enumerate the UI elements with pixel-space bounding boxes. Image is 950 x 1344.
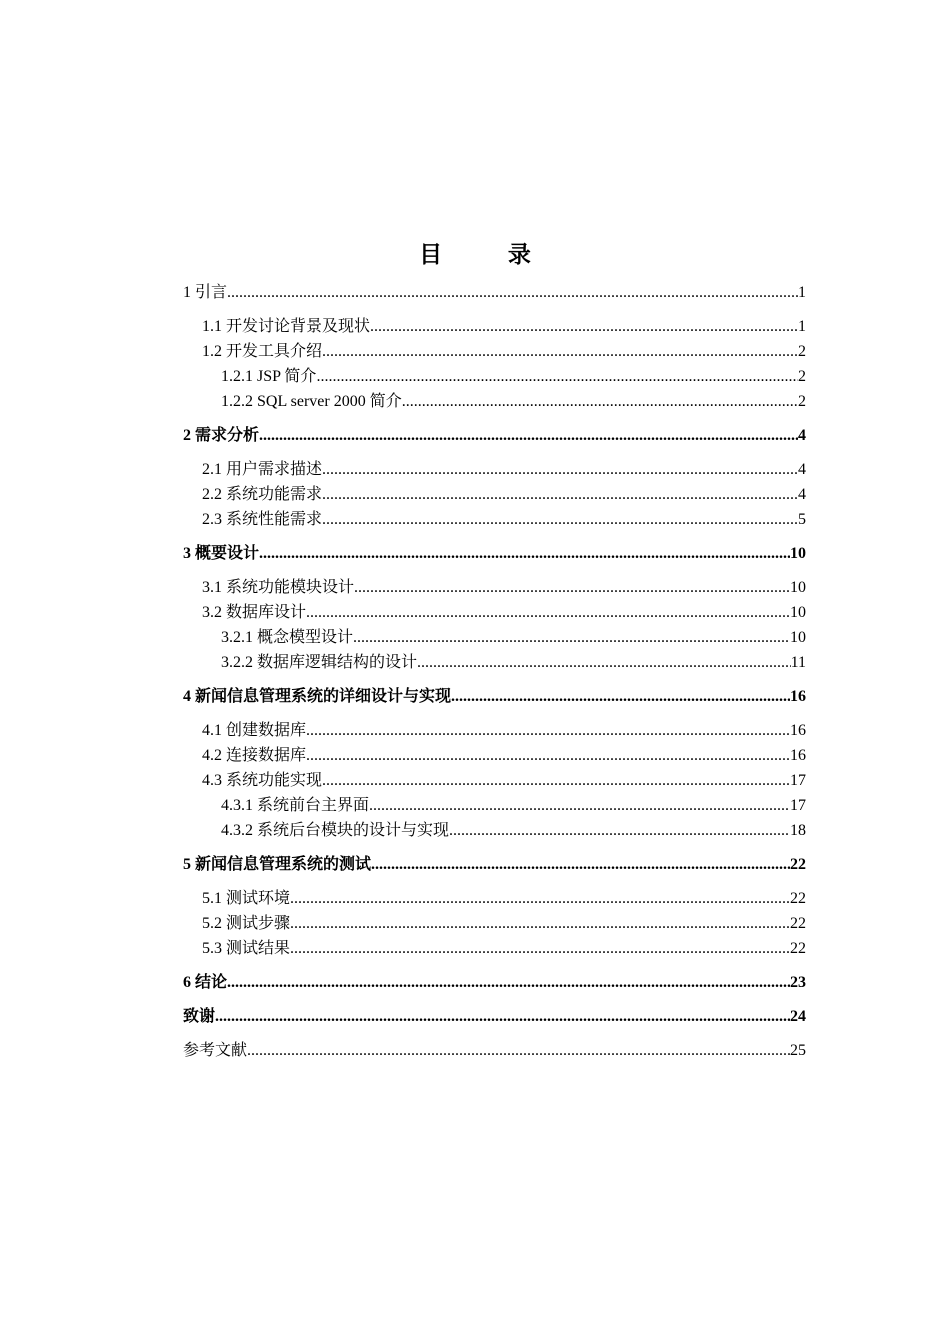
toc-page-number: 1 xyxy=(798,284,806,301)
toc-page-number: 23 xyxy=(790,974,806,991)
toc-leader-dots xyxy=(227,971,790,995)
toc-leader-dots xyxy=(354,576,790,600)
toc-entry-title: 4.2 连接数据库 xyxy=(202,747,307,764)
toc-leader-dots xyxy=(451,685,790,709)
toc-entry[interactable] xyxy=(183,719,806,743)
toc-leader-dots xyxy=(402,390,798,414)
toc-entry[interactable] xyxy=(183,1005,806,1029)
toc-entry-title: 3.2.2 数据库逻辑结构的设计 xyxy=(221,654,418,671)
toc-entry-title: 5 新闻信息管理系统的测试 xyxy=(183,856,372,873)
toc-entry[interactable] xyxy=(183,483,806,507)
toc-page-number: 22 xyxy=(790,915,806,932)
toc-entry[interactable] xyxy=(183,744,806,768)
toc-leader-dots xyxy=(290,887,790,911)
toc-entry[interactable] xyxy=(183,424,806,448)
toc-entry[interactable] xyxy=(183,542,806,566)
toc-entry[interactable] xyxy=(183,853,806,877)
toc-entry-title: 4.3.2 系统后台模块的设计与实现 xyxy=(221,822,450,839)
toc-entry[interactable] xyxy=(183,794,806,818)
toc-entry-title: 1.1 开发讨论背景及现状 xyxy=(202,318,371,335)
toc-page-number: 22 xyxy=(790,890,806,907)
toc-entry[interactable] xyxy=(183,281,806,305)
toc-leader-dots xyxy=(449,819,790,843)
toc-entry[interactable] xyxy=(183,601,806,625)
toc-leader-dots xyxy=(316,365,798,389)
toc-entry[interactable] xyxy=(183,937,806,961)
toc-page-number: 24 xyxy=(790,1008,806,1025)
toc-entry[interactable] xyxy=(183,508,806,532)
toc-leader-dots xyxy=(417,651,791,675)
toc-entry-title: 4.3.1 系统前台主界面 xyxy=(221,797,370,814)
toc-page-number: 10 xyxy=(790,579,806,596)
toc-page-number: 16 xyxy=(790,722,806,739)
toc-leader-dots xyxy=(306,601,790,625)
toc-entry-title: 3 概要设计 xyxy=(183,545,260,562)
toc-leader-dots xyxy=(259,424,798,448)
toc-entry-title: 1 引言 xyxy=(183,284,228,301)
toc-leader-dots xyxy=(259,542,790,566)
toc-entry[interactable] xyxy=(183,626,806,650)
toc-page-number: 2 xyxy=(798,393,806,410)
toc-page-number: 4 xyxy=(798,486,806,503)
toc-entry-title: 4.3 系统功能实现 xyxy=(202,772,323,789)
toc-page-number: 10 xyxy=(790,629,806,646)
toc-leader-dots xyxy=(322,340,798,364)
toc-page-number: 2 xyxy=(798,343,806,360)
toc-page-number: 22 xyxy=(790,856,806,873)
toc-leader-dots xyxy=(322,769,790,793)
toc-leader-dots xyxy=(322,508,798,532)
toc-page-number: 17 xyxy=(790,772,806,789)
toc-page-number: 1 xyxy=(798,318,806,335)
toc-entry[interactable] xyxy=(183,769,806,793)
toc-page-number: 11 xyxy=(790,654,806,671)
toc-entry[interactable] xyxy=(183,576,806,600)
toc-leader-dots xyxy=(353,626,790,650)
toc-leader-dots xyxy=(370,315,798,339)
toc-leader-dots xyxy=(306,719,790,743)
toc-page-number: 5 xyxy=(798,511,806,528)
toc-leader-dots xyxy=(322,458,798,482)
toc-leader-dots xyxy=(371,853,790,877)
toc-entry[interactable] xyxy=(183,651,806,675)
toc-entry[interactable] xyxy=(183,458,806,482)
toc-entry-title: 1.2.2 SQL server 2000 简介 xyxy=(221,393,402,410)
toc-entry-title: 3.1 系统功能模块设计 xyxy=(202,579,355,596)
toc-entry[interactable] xyxy=(183,912,806,936)
toc-entry-title: 5.2 测试步骤 xyxy=(202,915,291,932)
toc-leader-dots xyxy=(227,281,798,305)
toc-entry-title: 1.2.1 JSP 简介 xyxy=(221,368,317,385)
table-of-contents xyxy=(183,281,806,1063)
toc-entry-title: 6 结论 xyxy=(183,974,228,991)
toc-page-number: 22 xyxy=(790,940,806,957)
toc-entry[interactable] xyxy=(183,971,806,995)
toc-entry-title: 4.1 创建数据库 xyxy=(202,722,307,739)
toc-page-number: 10 xyxy=(790,604,806,621)
toc-leader-dots xyxy=(306,744,790,768)
toc-title: 目 录 xyxy=(419,242,561,267)
toc-entry-title: 1.2 开发工具介绍 xyxy=(202,343,323,360)
toc-entry-title: 致谢 xyxy=(183,1008,216,1025)
toc-entry[interactable] xyxy=(183,887,806,911)
toc-page-number: 16 xyxy=(790,747,806,764)
toc-entry-title: 2.1 用户需求描述 xyxy=(202,461,323,478)
toc-leader-dots xyxy=(247,1039,790,1063)
toc-entry-title: 4 新闻信息管理系统的详细设计与实现 xyxy=(183,688,452,705)
toc-entry-title: 参考文献 xyxy=(183,1042,248,1059)
toc-page-number: 17 xyxy=(790,797,806,814)
toc-entry-title: 2.3 系统性能需求 xyxy=(202,511,323,528)
toc-entry[interactable] xyxy=(183,315,806,339)
toc-entry-title: 3.2 数据库设计 xyxy=(202,604,307,621)
toc-leader-dots xyxy=(290,912,790,936)
toc-page-number: 2 xyxy=(798,368,806,385)
toc-page-number: 4 xyxy=(798,461,806,478)
toc-leader-dots xyxy=(322,483,798,507)
toc-leader-dots xyxy=(215,1005,790,1029)
toc-page-number: 10 xyxy=(790,545,806,562)
toc-entry-title: 5.1 测试环境 xyxy=(202,890,291,907)
toc-leader-dots xyxy=(369,794,790,818)
toc-page-number: 4 xyxy=(798,427,806,444)
toc-entry-title: 2.2 系统功能需求 xyxy=(202,486,323,503)
toc-entry[interactable] xyxy=(183,340,806,364)
toc-leader-dots xyxy=(290,937,790,961)
toc-page-number: 18 xyxy=(790,822,806,839)
toc-entry-title: 5.3 测试结果 xyxy=(202,940,291,957)
toc-entry[interactable] xyxy=(183,1039,806,1063)
toc-page-number: 25 xyxy=(790,1042,806,1059)
toc-entry-title: 2 需求分析 xyxy=(183,427,260,444)
toc-entry[interactable] xyxy=(183,390,806,414)
toc-entry[interactable] xyxy=(183,365,806,389)
toc-entry-title: 3.2.1 概念模型设计 xyxy=(221,629,354,646)
toc-entry[interactable] xyxy=(183,685,806,709)
toc-entry[interactable] xyxy=(183,819,806,843)
toc-page-number: 16 xyxy=(790,688,806,705)
